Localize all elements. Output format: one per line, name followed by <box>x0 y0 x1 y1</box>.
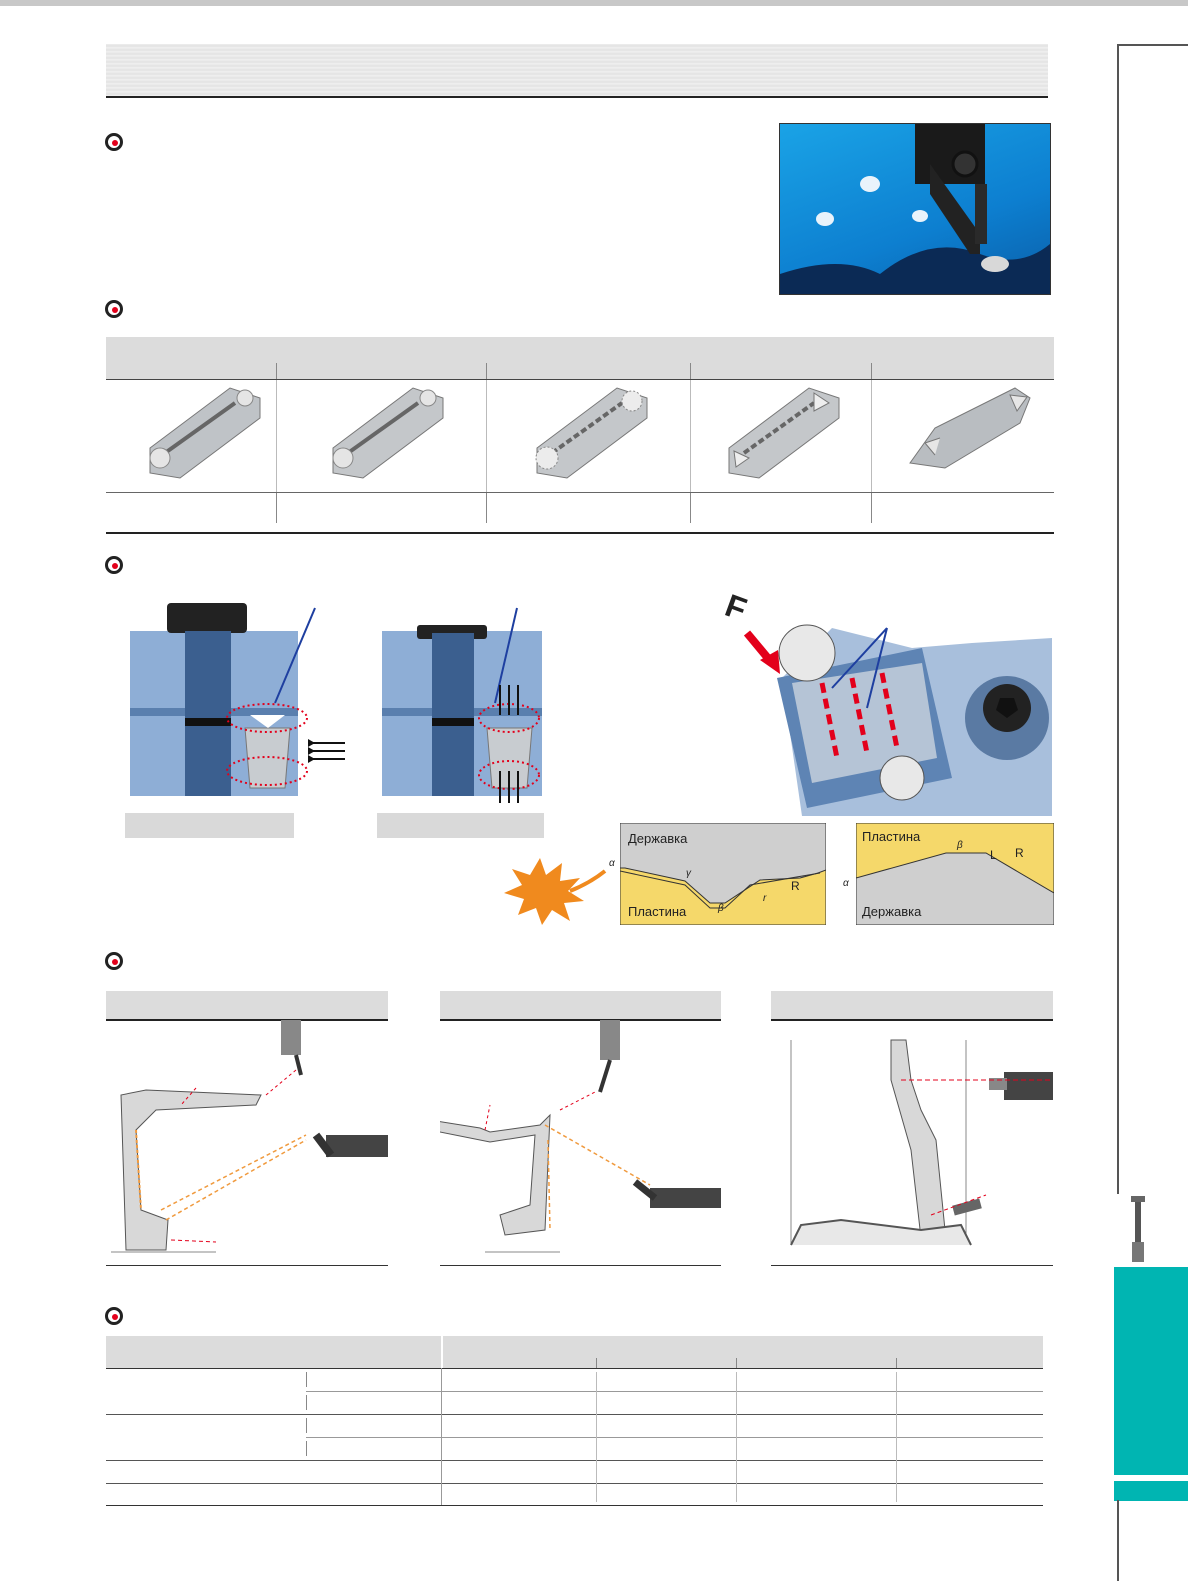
force-illustration <box>722 588 1052 816</box>
insert-table-line <box>106 379 1054 380</box>
wheel-panel-header-1 <box>106 991 388 1021</box>
insert-image-4 <box>714 383 844 488</box>
tool-icon <box>1128 1196 1148 1266</box>
r-big-label-right: R <box>1015 846 1024 860</box>
insert-image-5 <box>905 383 1035 488</box>
side-frame <box>1117 44 1188 1194</box>
section-bullet-4 <box>105 952 123 970</box>
section-bullet-3 <box>105 556 123 574</box>
r-small-label: r <box>763 893 767 904</box>
force-label: F <box>720 586 752 628</box>
clamp-caption-right <box>377 813 544 838</box>
conditions-table-header <box>106 1336 1043 1368</box>
clamp-diagram-left <box>130 603 350 798</box>
clamp-caption-left <box>125 813 294 838</box>
alpha-label-left: α <box>609 858 615 869</box>
r-big-label-left: R <box>791 879 800 893</box>
insert-label-right: Пластина <box>862 829 921 844</box>
gamma-label: γ <box>686 868 691 879</box>
beta-label-right: β <box>957 840 963 851</box>
wheel-diagram-3 <box>771 1020 1053 1266</box>
wheel-diagram-2 <box>440 1020 721 1266</box>
section-tab-strip <box>1114 1481 1188 1501</box>
section-bullet-5 <box>105 1307 123 1325</box>
insert-table-header <box>106 337 1054 379</box>
insert-label-left: Пластина <box>628 904 687 919</box>
section-tab[interactable] <box>1114 1267 1188 1475</box>
section-bullet-2 <box>105 300 123 318</box>
section-bullet-1 <box>105 133 123 151</box>
wheel-panel-header-3 <box>771 991 1053 1021</box>
alpha-label-right: α <box>843 878 849 889</box>
insert-image-2 <box>318 383 448 488</box>
wheel-diagram-1 <box>106 1020 388 1266</box>
clamp-diagram-right <box>382 603 552 803</box>
beta-label-left: β <box>718 903 724 914</box>
l-label: L <box>990 848 997 862</box>
holder-label-left: Державка <box>628 831 688 846</box>
machining-photo <box>779 123 1051 295</box>
holder-label-right: Державка <box>862 904 922 919</box>
wheel-panel-header-2 <box>440 991 721 1021</box>
starburst-icon <box>500 853 610 928</box>
top-bar <box>0 0 1188 6</box>
title-banner <box>106 44 1048 98</box>
insert-image-1 <box>135 383 265 488</box>
insert-image-3 <box>522 383 652 488</box>
